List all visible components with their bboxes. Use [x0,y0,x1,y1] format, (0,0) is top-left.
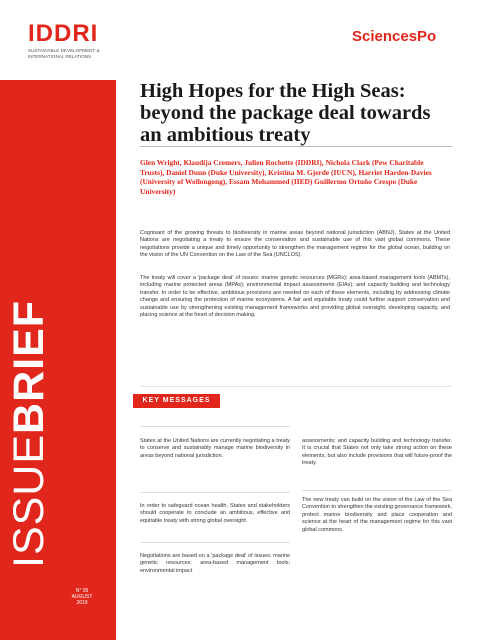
iddri-logo: IDDRI [28,20,99,47]
key-message-item: assessments; and capacity building and technology transfer. It is crucial that States not only take strong action on these elements, but also include provisions that will future-proof the treaty. [302,438,452,467]
key-message-item: The new treaty can build on the vision of the Law of the Sea Convention to strengthen the existing governance framework, protect marine biodiversity and place cooperation and science at the heart of the management regime for this vast global commons. [302,497,452,533]
sciencespo-logo: SciencesPo [352,28,437,45]
series-name [5,299,53,568]
key-messages-heading: KEY MESSAGES [133,394,220,408]
key-message-divider [140,426,290,427]
iddri-tagline: SUSTAINABLE DEVELOPMENT & INTERNATIONAL RELATIONS [28,48,100,59]
publisher-logo-area [0,0,116,80]
series-name-bold: BRIEF [5,299,53,434]
section-divider [140,386,452,387]
key-message-item: Negotiations are based on a 'package deal' of issues: marine genetic resources; area-based management tools; environmental impact [140,553,290,574]
key-message-divider [140,492,290,493]
key-message-divider [140,542,290,543]
series-name-light: ISSUE [5,433,53,568]
intro-paragraph: Cognisant of the growing threats to biodiversity in marine areas beyond national jurisdiction (ABNJ), States at the United Nations are negotiating a treaty to ensure the conservation and sustainable use of this vast global commons. These negotiations provide a unique and timely opportunity to strengthen the management regime for the global ocean, building on the vision of the UN Convention on the Law of the Sea (UNCLOS). [140,230,450,259]
document-title: High Hopes for the High Seas: beyond the package deal towards an ambitious treaty [140,80,431,146]
key-message-item: In order to safeguard ocean health, States and stakeholders should cooperate to conclude an ambitious, effective and equitable treaty with strong global oversight. [140,503,290,524]
title-divider [140,146,452,147]
key-message-divider [302,490,452,491]
issue-year: 2019 [76,600,88,606]
key-message-item: States at the United Nations are currently negotiating a treaty to conserve and sustainably manage marine biodiversity in areas beyond national jurisdiction. [140,438,290,459]
issue-number: N° 05 [75,588,89,594]
issue-meta [62,588,102,606]
intro-paragraph: The treaty will cover a 'package deal' of issues: marine genetic resources (MGRs); area-based management tools (ABMTs), including marine protected areas (MPAs); environmental impact assessments (EIAs); and capacity building and technology transfer. In order to be effective, ambitious provisions are needed on each of these elements, including by addressing climate change and ensuring the protection of marine ecosystems. A fair and equitable treaty could further support conservation and sustainable use by strengthening existing management frameworks and providing global oversight, developing capacity, and placing science at the heart of decision making. [140,275,450,319]
author-list: Glen Wright, Klaudija Cremers, Julien Rochette (IDDRI), Nichola Clark (Pew Charitable Trusts), Daniel Dunn (Duke University), Kristina M. Gjerde (IUCN), Harriet Harden-Davies (University of Wollongong), Essam Mohammed (IIED) Guillermo Ortuño Crespo (Duke University) [140,158,432,196]
issue-month: AUGUST [71,594,93,600]
